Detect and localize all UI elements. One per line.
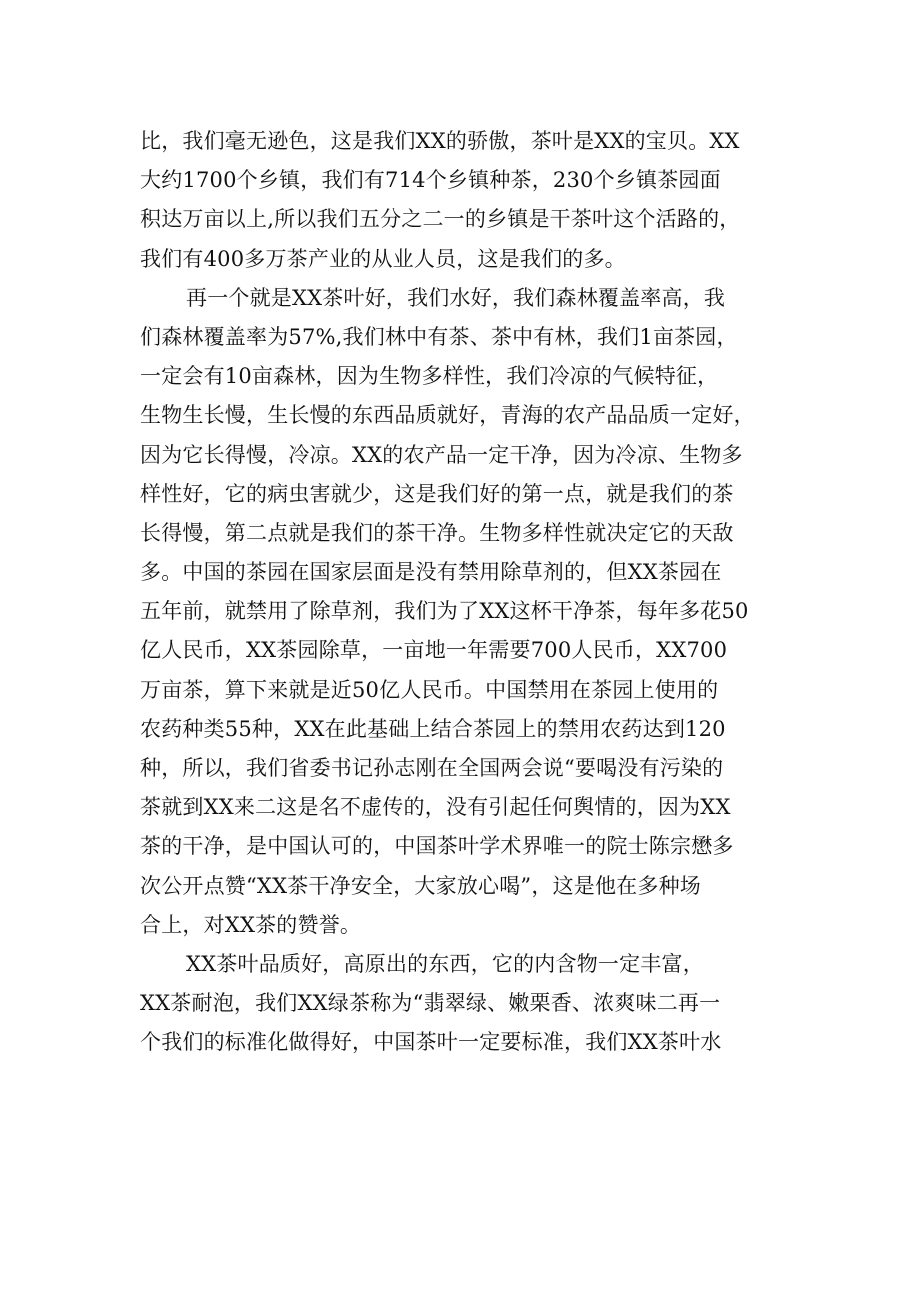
text-line: 比，我们毫无逊色，这是我们XX的骄傲，茶叶是XX的宝贝。XX — [140, 129, 740, 153]
text-line: XX茶叶品质好，高原出的东西，它的内含物一定丰富， — [186, 951, 704, 976]
text-line: 多。中国的茶园在国家层面是没有禁用除草剂的，但XX茶园在 — [140, 560, 722, 585]
text-line: 生物生长慢，生长慢的东西品质就好，青海的农产品品质一定好， — [140, 403, 755, 428]
text-line: 种，所以，我们省委书记孙志刚在全国两会说“要喝没有污染的 — [140, 756, 724, 780]
text-line: 样性好，它的病虫害就少，这是我们好的第一点，就是我们的茶 — [140, 481, 734, 506]
text-line: 茶就到XX来二这是名不虚传的，没有引起任何舆情的，因为XX — [140, 795, 731, 820]
text-line: 五年前，就禁用了除草剂，我们为了XX这杯干净茶，每年多花50 — [140, 599, 749, 624]
text-line: 茶的干净，是中国认可的，中国茶叶学术界唯一的院士陈宗懋多 — [140, 834, 734, 859]
paragraph-3 — [140, 945, 840, 1063]
text-line: 一定会有10亩森林，因为生物多样性，我们冷凉的气候特征， — [140, 364, 719, 389]
text-line: 因为它长得慢，冷凉。XX的农产品一定干净，因为冷凉、生物多 — [140, 442, 743, 467]
text-line: 长得慢，第二点就是我们的茶干净。生物多样性就决定它的天敌 — [140, 520, 734, 545]
text-line: 我们有400多万茶产业的从业人员，这是我们的多。 — [140, 246, 626, 271]
text-line: 万亩茶，算下来就是近50亿人民币。中国禁用在茶园上使用的 — [140, 677, 719, 702]
text-line: 亿人民币，XX茶园除草，一亩地一年需要700人民币，XX700 — [140, 638, 728, 663]
paragraph-2 — [140, 279, 840, 945]
document-body — [140, 122, 840, 1063]
text-line: 积达万亩以上,所以我们五分之二一的乡镇是干茶叶这个活路的， — [140, 207, 741, 232]
text-line: 次公开点赞“XX茶干净安全，大家放心喝”，这是他在多种场 — [140, 873, 701, 898]
paragraph-1 — [140, 122, 840, 279]
text-line: 们森林覆盖率为57%,我们林中有茶、茶中有林，我们1亩茶园， — [140, 324, 738, 349]
text-line: 合上，对XX茶的赞誉。 — [140, 912, 362, 937]
text-line: 再一个就是XX茶叶好，我们水好，我们森林覆盖率高，我 — [186, 285, 726, 310]
text-line: XX茶耐泡，我们XX绿茶称为“翡翠绿、嫩栗香、浓爽味二再一 — [140, 991, 721, 1016]
text-line: 个我们的标准化做得好，中国茶叶一定要标准，我们XX茶叶水 — [140, 1030, 722, 1055]
text-line: 农药种类55种，XX在此基础上结合茶园上的禁用农药达到120 — [140, 716, 726, 741]
text-line: 大约1700个乡镇，我们有714个乡镇种茶，230个乡镇茶园面 — [140, 168, 721, 193]
